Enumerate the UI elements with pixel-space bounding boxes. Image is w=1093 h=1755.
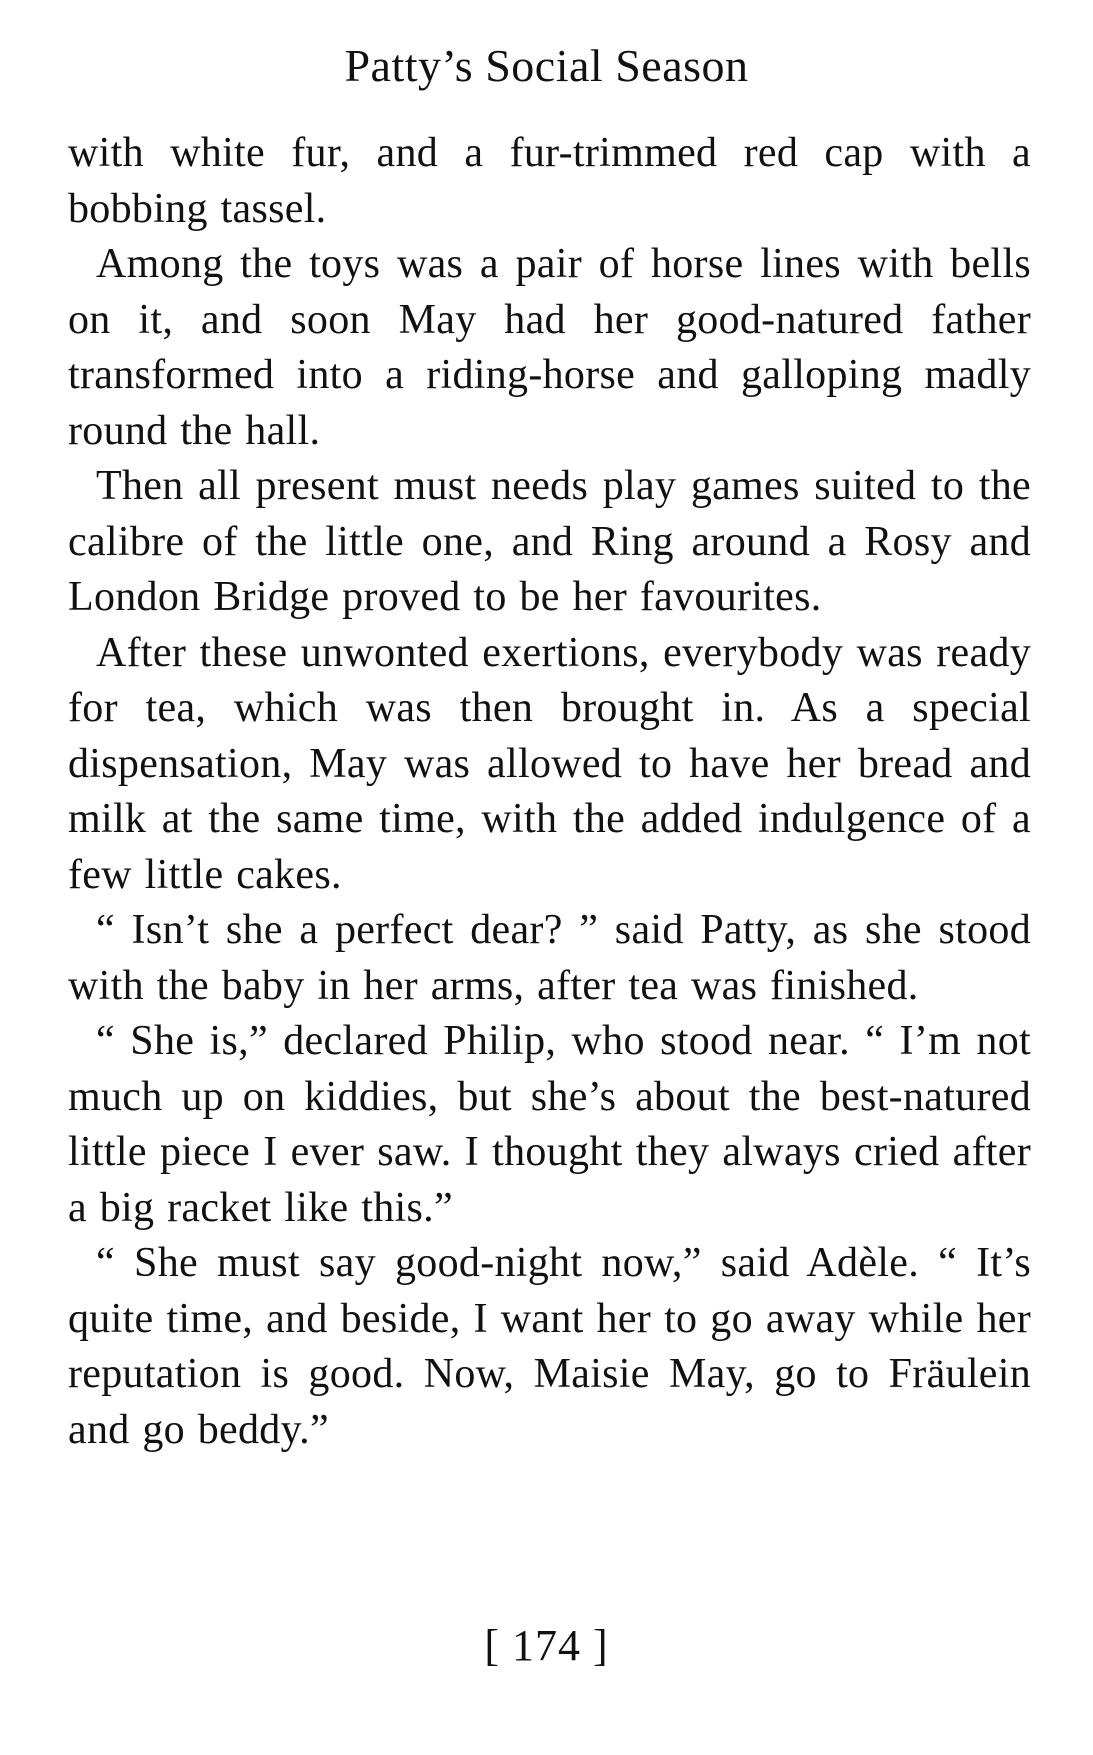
- paragraph: After these unwonted exertions, everybody was ready for tea, which was then brought in. As a special dispensation, May was allowed to have her bread and milk at the same time, with the added indulgence of a few little cakes.: [68, 629, 1031, 898]
- page-number: [ 174 ]: [484, 1621, 609, 1670]
- paragraph: Then all present must needs play games suited to the calibre of the little one, and Ring around a Rosy and London Bridge proved to be her favourites.: [68, 463, 1031, 620]
- paragraph-continued: with white fur, and a fur-trimmed red cap with a bobbing tassel.: [68, 130, 1031, 232]
- paragraph: “ Isn’t she a perfect dear? ” said Patty, as she stood with the baby in her arms, after tea was finished.: [68, 907, 1031, 1009]
- paragraph: Among the toys was a pair of horse lines with bells on it, and soon May had her good-natured father transformed into a riding-horse and galloping madly round the hall.: [68, 241, 1031, 454]
- paragraph: “ She must say good-night now,” said Adèle. “ It’s quite time, and beside, I want her to go away while her reputation is good. Now, Maisie May, go to Fräulein and go beddy.”: [68, 1240, 1031, 1453]
- running-head: Patty’s Social Season: [344, 40, 749, 91]
- paragraph: “ She is,” declared Philip, who stood near. “ I’m not much up on kiddies, but she’s about the best-natured little piece I ever saw. I thought they always cried after a big racket like this.”: [68, 1018, 1031, 1231]
- body-text: [68, 126, 1031, 1458]
